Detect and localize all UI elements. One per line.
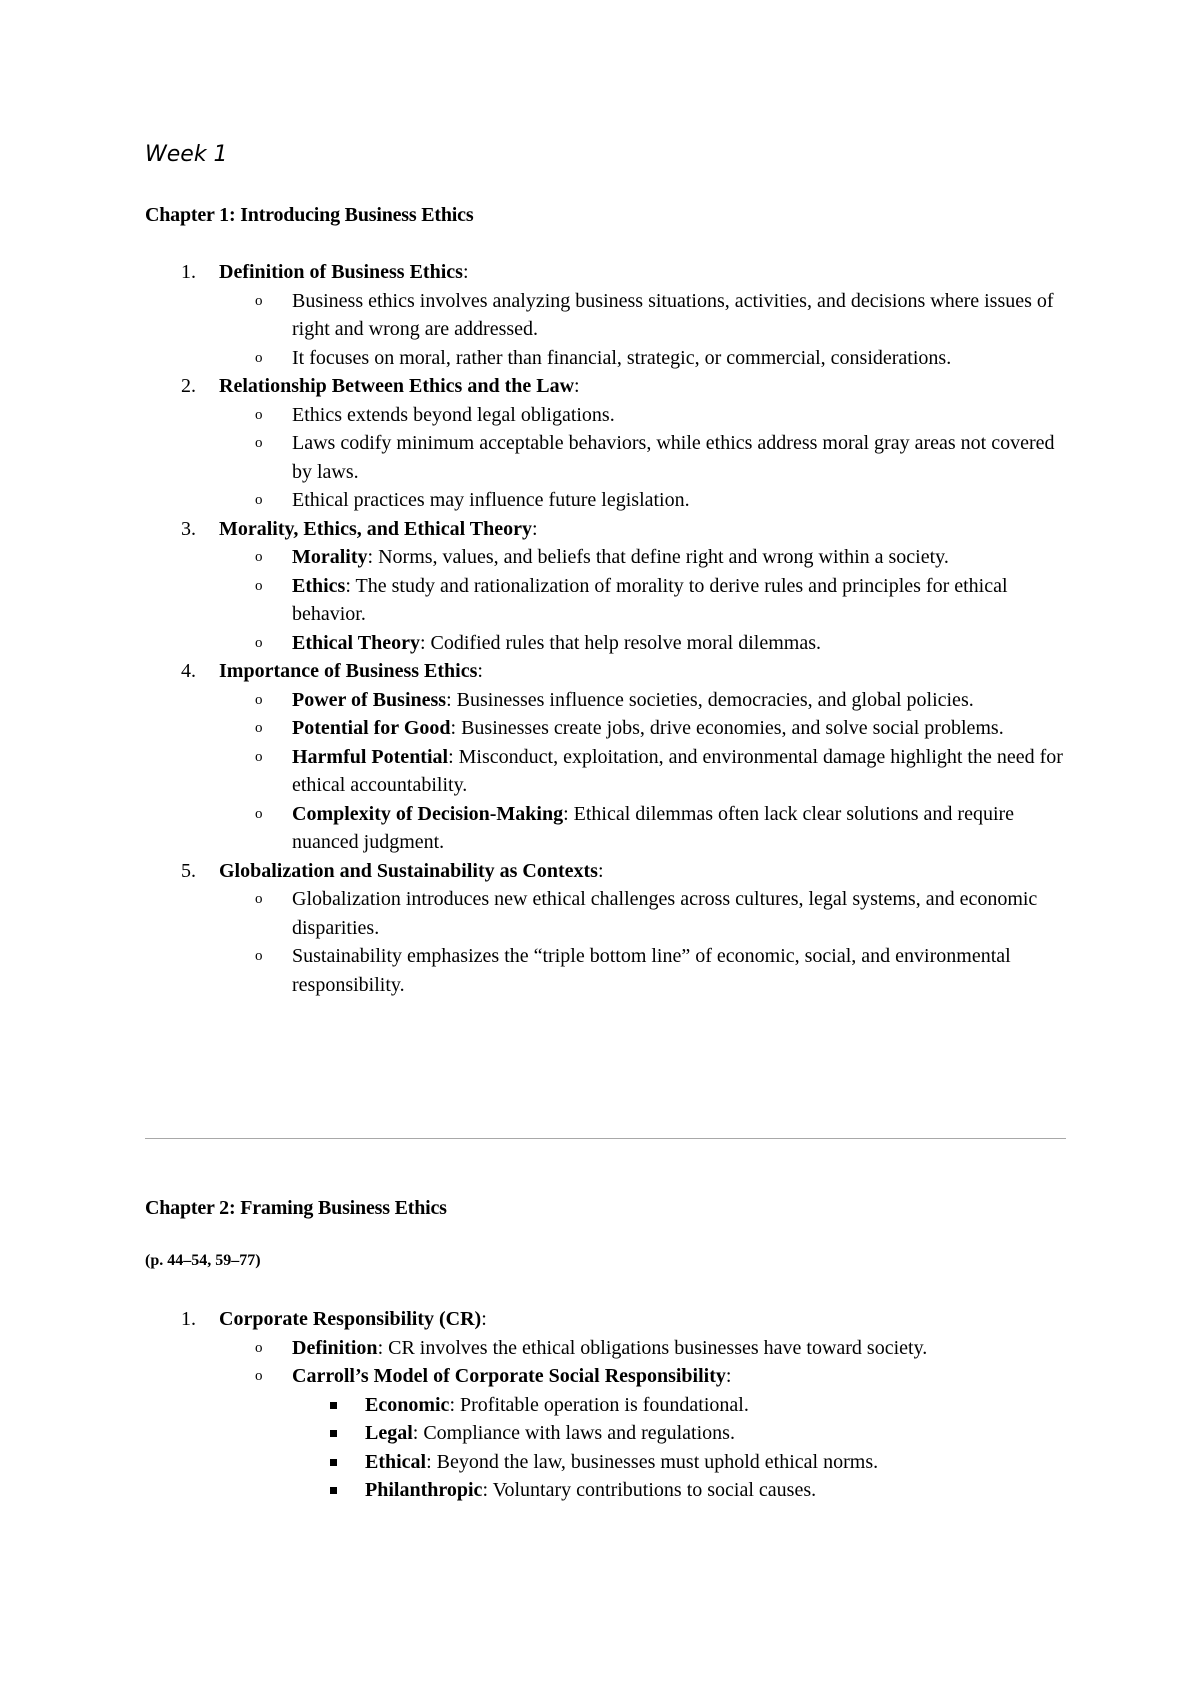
- bullet-marker: o: [255, 406, 263, 423]
- week-title: Week 1: [145, 142, 228, 167]
- bullet-marker: o: [255, 948, 263, 964]
- section-number: 5.: [181, 859, 196, 882]
- section-heading: Definition of Business Ethics: [219, 261, 463, 283]
- section-number: 4.: [181, 660, 196, 682]
- sub-item-text: : Misconduct, exploitation, and environmental damage highlight the need for ethical accountability.: [292, 745, 1063, 796]
- square-bullet-icon: [330, 1459, 337, 1466]
- nested-item-term: Economic: [365, 1393, 450, 1416]
- sub-item: [219, 942, 1075, 999]
- bullet-marker: o: [255, 891, 263, 907]
- nested-item-text: : Compliance with laws and regulations.: [412, 1422, 735, 1444]
- bullet-marker: o: [255, 748, 263, 765]
- sub-item-text: Business ethics involves analyzing business situations, activities, and decisions where issues of right and wrong are addressed.: [292, 289, 1054, 340]
- nested-item-text: : Beyond the law, businesses must uphold ethical norms.: [426, 1450, 879, 1473]
- sub-item: [219, 800, 1075, 857]
- bullet-marker: o: [255, 805, 263, 822]
- bullet-marker: o: [255, 492, 263, 508]
- sub-item: [219, 885, 1075, 942]
- sub-item-text: : Codified rules that help resolve moral dilemmas.: [419, 631, 821, 654]
- bullet-marker: o: [255, 1339, 263, 1356]
- section-heading: Morality, Ethics, and Ethical Theory: [219, 517, 532, 540]
- sub-item: [219, 1362, 1075, 1505]
- nested-item-text: : Voluntary contributions to social causes.: [482, 1479, 817, 1501]
- sub-item-term: Carroll’s Model of Corporate Social Responsibility: [292, 1365, 726, 1387]
- square-bullet-icon: [330, 1402, 337, 1409]
- sub-item: [219, 401, 1075, 430]
- nested-item: [292, 1419, 1075, 1448]
- section-number: 1.: [181, 1308, 196, 1330]
- sub-item: [219, 1334, 1075, 1363]
- sub-item: [219, 686, 1075, 715]
- horizontal-divider: [145, 1138, 1066, 1139]
- chapter-1-title: Chapter 1: Introducing Business Ethics: [145, 204, 474, 226]
- sub-item: [219, 629, 1075, 658]
- bullet-marker: o: [255, 549, 263, 565]
- sub-item-text: Globalization introduces new ethical challenges across cultures, legal systems, and economic disparities.: [292, 888, 1038, 939]
- sub-item-text: Ethical practices may influence future legislation.: [292, 489, 690, 511]
- sub-item-term: Definition: [292, 1336, 378, 1359]
- nested-item-term: Philanthropic: [365, 1479, 483, 1501]
- section-item: 1. Corporate Responsibility (CR): o Definition: CR involves the ethical obligations businesses have toward society. o Carroll’s Model of Corporate Social Responsibility: Economic: Profitable operation is foundational. Legal: Compliance with laws and regulations. Ethical: Beyond the law, businesses must uphold ethical norms. Philanthropic: Voluntary contributions to social causes.: [145, 1305, 1075, 1505]
- section-heading: Importance of Business Ethics: [219, 660, 478, 682]
- sub-item-text: : Businesses create jobs, drive economies, and solve social problems.: [450, 717, 1004, 739]
- section-number: 1.: [181, 261, 196, 283]
- square-bullet-icon: [330, 1487, 337, 1494]
- section-item: 1. Definition of Business Ethics: o Business ethics involves analyzing business situations, activities, and decisions where issues of right and wrong are addressed. o It focuses on moral, rather than financial, strategic, or commercial, considerations.: [145, 258, 1075, 372]
- sub-item: [219, 486, 1075, 515]
- page-range: (p. 44–54, 59–77): [145, 1252, 261, 1269]
- sub-item: [219, 287, 1075, 344]
- sub-item: [219, 429, 1075, 486]
- sub-item-term: Harmful Potential: [292, 745, 449, 768]
- bullet-marker: o: [255, 691, 263, 708]
- chapter-2-outline: [145, 1305, 1075, 1505]
- nested-item-term: Ethical: [365, 1450, 427, 1473]
- section-item: 3. Morality, Ethics, and Ethical Theory: o Morality: Norms, values, and beliefs that define right and wrong within a society. o Ethics: The study and rationalization of morality to derive rules and principles for ethical behavior. o Ethical Theory: Codified rules that help resolve moral dilemmas.: [145, 515, 1075, 658]
- section-item: 5. Globalization and Sustainability as Contexts: o Globalization introduces new ethical challenges across cultures, legal systems, and economic disparities. o Sustainability emphasizes the “triple bottom line” of economic, social, and environmental responsibility.: [145, 857, 1075, 1000]
- sub-item: [219, 714, 1075, 743]
- section-number: 3.: [181, 517, 196, 540]
- chapter-2-title: Chapter 2: Framing Business Ethics: [145, 1197, 447, 1219]
- bullet-marker: o: [255, 577, 263, 594]
- nested-item: [292, 1448, 1075, 1477]
- nested-item: [292, 1476, 1075, 1505]
- sub-item: [219, 743, 1075, 800]
- sub-item-text: : The study and rationalization of morality to derive rules and principles for ethical behavior.: [292, 574, 1008, 625]
- sub-item-text: Laws codify minimum acceptable behaviors, while ethics address moral gray areas not covered by laws.: [292, 432, 1055, 483]
- bullet-marker: o: [255, 292, 263, 309]
- sub-item-term: Potential for Good: [292, 717, 451, 739]
- section-heading: Globalization and Sustainability as Contexts: [219, 859, 598, 882]
- bullet-marker: o: [255, 435, 263, 451]
- bullet-marker: o: [255, 349, 263, 366]
- sub-item-term: Ethics: [292, 574, 346, 597]
- nested-item-term: Legal: [365, 1422, 413, 1444]
- sub-item-text: Sustainability emphasizes the “triple bottom line” of economic, social, and environmental responsibility.: [292, 945, 1011, 996]
- square-bullet-icon: [330, 1430, 337, 1437]
- sub-item-term: Complexity of Decision-Making: [292, 802, 564, 825]
- section-item: 4. Importance of Business Ethics: o Power of Business: Businesses influence societies, democracies, and global policies. o Potential for Good: Businesses create jobs, drive economies, and solve social problems. o Harmful Potential: Misconduct, exploitation, and environmental damage highlight the need for ethical accountability. o Complexity of Decision-Making: Ethical dilemmas often lack clear solutions and require nuanced judgment.: [145, 657, 1075, 857]
- sub-item-text: : Ethical dilemmas often lack clear solutions and require nuanced judgment.: [292, 802, 1015, 853]
- bullet-marker: o: [255, 1368, 263, 1384]
- sub-item-term: Power of Business: [292, 688, 447, 711]
- sub-item-text: : Norms, values, and beliefs that define right and wrong within a society.: [367, 546, 949, 568]
- sub-item-text: It focuses on moral, rather than financial, strategic, or commercial, considerations.: [292, 346, 952, 369]
- nested-item-text: : Profitable operation is foundational.: [449, 1393, 749, 1416]
- section-item: 2. Relationship Between Ethics and the Law: o Ethics extends beyond legal obligations. o Laws codify minimum acceptable behaviors, while ethics address moral gray areas not covered by laws. o Ethical practices may influence future legislation.: [145, 372, 1075, 515]
- sub-item-text: : Businesses influence societies, democracies, and global policies.: [446, 688, 974, 711]
- sub-item-text: :: [725, 1365, 732, 1387]
- sub-item: [219, 344, 1075, 373]
- bullet-marker: o: [255, 634, 263, 651]
- chapter-1-outline: [145, 258, 1075, 999]
- section-number: 2.: [181, 375, 196, 397]
- nested-item: [292, 1391, 1075, 1420]
- sub-item-text: Ethics extends beyond legal obligations.: [292, 403, 615, 426]
- bullet-marker: o: [255, 720, 263, 736]
- sub-item-term: Ethical Theory: [292, 631, 420, 654]
- sub-item-text: : CR involves the ethical obligations businesses have toward society.: [377, 1336, 928, 1359]
- section-heading: Corporate Responsibility (CR): [219, 1308, 482, 1330]
- sub-item: [219, 572, 1075, 629]
- sub-item-term: Morality: [292, 546, 368, 568]
- section-heading: Relationship Between Ethics and the Law: [219, 375, 575, 397]
- sub-item: [219, 543, 1075, 572]
